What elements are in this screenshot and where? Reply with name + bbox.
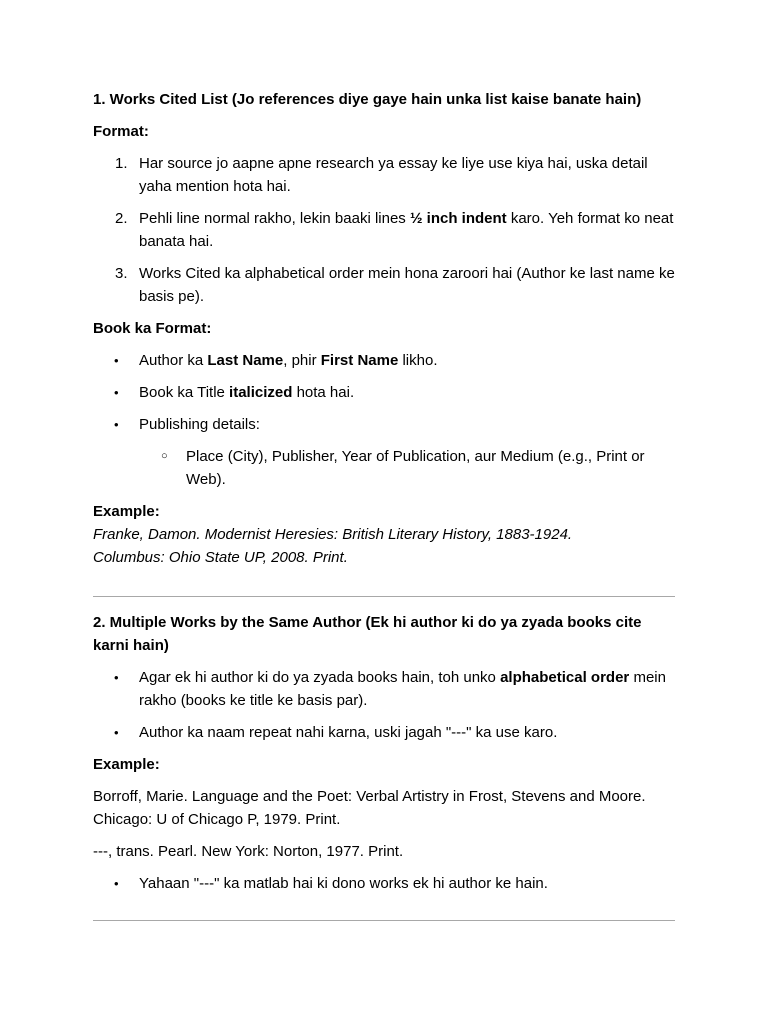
format-label: Format: [93,123,149,140]
item-text: Publishing details: [139,416,260,433]
item-text: hota hai. [292,384,355,401]
step-number: 2. [115,210,128,227]
section-divider [93,920,675,921]
step-text-pre: Pehli line normal rakho, lekin baaki lines [139,210,410,227]
item-text: Author ka naam repeat nahi karna, uski jagah "---" ka use karo. [139,724,558,741]
step-text-bold: ½ inch indent [409,210,507,227]
item-text: mein rakho (books ke title ke basis par). [139,669,666,709]
example-line: Franke, Damon. Modernist Heresies: British Literary History, 1883-1924. [93,526,573,543]
section1-heading: 1. Works Cited List (Jo references diye gaye hain unka list kaise banate hain) [93,91,642,108]
item-text: likho. [398,352,438,369]
step-number: 3. [115,265,128,282]
section2-heading: 2. Multiple Works by the Same Author (Ek hi author ki do ya zyada books cite karni hain) [93,614,642,654]
bullet-icon: • [114,670,119,685]
bullet-icon: • [114,417,119,432]
step-text: Har source jo aapne apne research ya essay ke liye use kiya hai, uska detail yaha mention hota hai. [139,155,648,195]
bullet-icon: • [114,725,119,740]
list-item [93,872,675,895]
list-item [93,666,675,712]
item-bold: Last Name [207,352,284,369]
circle-bullet-icon: ○ [161,450,168,462]
format-step [93,207,675,253]
example-label: Example: [93,756,160,773]
citation: ---, trans. Pearl. New York: Norton, 1977. Print. [93,843,404,860]
book-format-list [93,349,675,436]
list-item [93,381,675,404]
example-line: Columbus: Ohio State UP, 2008. Print. [93,549,348,566]
item-text: Author ka [139,352,208,369]
format-step [93,262,675,308]
section2-list [93,666,675,744]
book-format-label: Book ka Format: [93,320,212,337]
item-text: Agar ek hi author ki do ya zyada books hain, toh unko [139,669,501,686]
document-content [93,88,675,921]
item-text: Place (City), Publisher, Year of Publication, aur Medium (e.g., Print or Web). [186,448,645,488]
bullet-icon: • [114,385,119,400]
example-label: Example: [93,503,160,520]
step-text-post: karo. Yeh format ko neat banata hai. [139,210,674,250]
step-text: Works Cited ka alphabetical order mein hona zaroori hai (Author ke last name ke basis pe). [139,265,675,305]
list-item [93,349,675,372]
item-bold: italicized [229,384,293,401]
item-text: Book ka Title [139,384,230,401]
example-citation [93,523,675,569]
format-steps-list [93,152,675,308]
step-number: 1. [115,155,128,172]
section2-note-list [93,872,675,895]
format-step [93,152,675,198]
publishing-sub-list [93,445,675,491]
bullet-icon: • [114,353,119,368]
list-item [93,721,675,744]
bullet-icon: • [114,876,119,891]
section-divider [93,596,675,597]
item-bold: First Name [320,352,399,369]
citation: Borroff, Marie. Language and the Poet: Verbal Artistry in Frost, Stevens and Moore. Chicago: U of Chicago P, 1979. Print. [93,788,646,828]
item-text: Yahaan "---" ka matlab hai ki dono works ek hi author ke hain. [139,875,548,892]
item-text: , phir [283,352,321,369]
item-bold: alphabetical order [500,669,630,686]
list-item [93,413,675,436]
sub-list-item [93,445,675,491]
